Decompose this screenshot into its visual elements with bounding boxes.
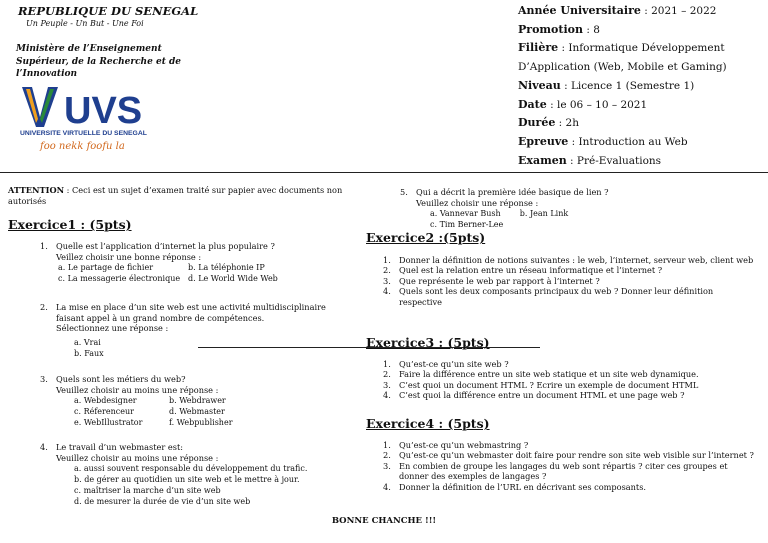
option: c. Réferenceur: [74, 407, 134, 417]
exercise2-title: Exercice2 :(5pts): [366, 230, 486, 245]
option: a. Webdesigner: [74, 396, 137, 406]
info-key: Epreuve: [518, 134, 569, 148]
info-key: Année Universitaire: [518, 4, 641, 17]
ministry-name: Ministère de l’Enseignement Supérieur, de la Recherche et de l’Innovation: [16, 44, 181, 79]
list-item: 2. Qu’est-ce qu’un webmaster doit faire pour rendre son site web visible sur l’internet ?: [383, 450, 754, 461]
info-value: : Introduction au Web: [568, 135, 688, 148]
option: b. La téléphonie IP: [188, 263, 265, 273]
option: d. Le World Wide Web: [188, 274, 278, 284]
option: b. Webdrawer: [169, 396, 226, 406]
ex1-question-1: 1. Quelle est l’application d’internet la plus populaire ? Veillez choisir une bonne réponse : a. Le partage de fichier b. La téléphonie IP c. La messagerie électronique d. Le World Wide Web: [40, 241, 360, 284]
info-row: [518, 77, 727, 96]
list-item: 1. Qu’est-ce qu’un site web ?: [383, 359, 509, 369]
question-instruction: Sélectionnez une réponse :: [56, 323, 169, 334]
good-luck-text: BONNE CHANCHE !!!: [331, 516, 437, 526]
option: b. de gérer au quotidien un site web et le mettre à jour.: [74, 475, 300, 485]
info-row: [518, 39, 727, 58]
info-key: Promotion: [518, 22, 583, 36]
info-row: [518, 114, 727, 133]
list-item: 1. Qu’est-ce qu’un webmastring ?: [383, 440, 529, 450]
info-key: Niveau: [518, 78, 561, 92]
list-item: 3. En combien de groupe les langages du web sont répartis ? citer ces groupes et donner des exemples de langages ?: [383, 460, 728, 482]
ex1-question-4: 4. Le travail d’un webmaster est: Veuillez choisir au moins une réponse : a. aussi souvent responsable du développement du trafic. b. de gérer au quotidien un site web et le mettre à jour. c. maîtriser la marche d’un site web d. de mesurer la durée de vie d’un site web: [40, 442, 360, 507]
option: d. de mesurer la durée de vie d’un site web: [74, 497, 251, 507]
question-instruction: Veuillez choisir au moins une réponse :: [56, 384, 219, 395]
list-item: 1. Donner la définition de notions suivantes : le web, l’internet, serveur web, client web: [383, 255, 754, 265]
question-instruction: Veillez choisir une bonne réponse :: [56, 251, 202, 262]
exercise2-questions: [383, 255, 755, 307]
info-value: : Informatique Développement: [558, 42, 725, 55]
option: a. Vrai: [74, 337, 101, 347]
question-text: Quels sont les métiers du web?: [56, 374, 186, 384]
option: a. aussi souvent responsable du développement du trafic.: [74, 464, 308, 474]
info-key: Examen: [518, 153, 567, 167]
ex1-question-5: 5. Qui a décrit la première idée basique de lien ? Veuillez choisir une réponse : a. Vannevar Bush b. Jean Link c. Tim Berner-Lee: [400, 187, 720, 230]
uvs-logo: [20, 85, 160, 155]
header-divider: [0, 172, 768, 173]
info-row: [518, 133, 727, 152]
info-key: Filière: [518, 41, 559, 55]
question-text: Quelle est l’application d’internet la plus populaire ?: [56, 241, 275, 251]
option: c. Tim Berner-Lee: [430, 220, 504, 230]
option: c. maîtriser la marche d’un site web: [74, 486, 221, 496]
attention-label: ATTENTION: [8, 185, 65, 195]
list-item: 2. Quel est la relation entre un réseau informatique et l’internet ?: [383, 265, 663, 276]
question-instruction: Veuillez choisir une réponse :: [416, 197, 539, 208]
republic-motto: Un Peuple - Un But - Une Foi: [26, 19, 144, 28]
option: e. WebIllustrator: [74, 418, 143, 428]
question-text: Le travail d’un webmaster est:: [56, 442, 183, 452]
attention-text: : Ceci est un sujet d’examen traité sur papier avec documents non autorisés: [8, 185, 343, 206]
info-row: [518, 21, 727, 40]
exercise3-questions: [383, 359, 755, 401]
list-item: 2. Faire la différence entre un site web statique et un site web dynamique.: [383, 369, 699, 380]
option: a. Le partage de fichier: [58, 263, 154, 273]
list-item: 3. C’est quoi un document HTML ? Ecrire un exemple de document HTML: [383, 379, 699, 390]
list-item: 4. C’est quoi la différence entre un document HTML et une page web ?: [383, 390, 685, 401]
ex1-question-2: 2. La mise en place d’un site web est une activité multidisciplinaire faisant appel à un grand nombre de compétences. Sélectionnez une réponse : a. Vrai b. Faux: [40, 302, 355, 359]
info-row: [518, 96, 727, 115]
info-value: : Licence 1 (Semestre 1): [560, 79, 695, 92]
logo-subtitle: UNIVERSITE VIRTUELLE DU SENEGAL: [20, 130, 147, 137]
exercise1-title: Exercice1 : (5pts): [8, 217, 132, 232]
info-value: : le 06 – 10 – 2021: [546, 98, 648, 111]
info-key: Durée: [518, 116, 556, 130]
option: f. Webpublisher: [169, 418, 233, 428]
option: a. Vannevar Bush: [430, 209, 501, 219]
list-item: 3. Que représente le web par rapport à l’internet ?: [383, 275, 600, 286]
info-value: D’Application (Web, Mobile et Gaming): [518, 61, 727, 74]
info-value: : Pré-Evaluations: [566, 154, 662, 167]
ex1-question-3: 3. Quels sont les métiers du web? Veuillez choisir au moins une réponse : a. Webdesigner b. Webdrawer c. Réferenceur d. Webmaster e. WebIllustrator f. Webpublisher: [40, 374, 360, 428]
exercise3-title: Exercice3 : (5pts): [366, 335, 490, 350]
info-value: : 8: [582, 23, 600, 36]
option: c. La messagerie électronique: [58, 274, 181, 284]
attention-note: [8, 185, 363, 207]
option: b. Jean Link: [519, 209, 569, 219]
question-text: Qui a décrit la première idée basique de lien ?: [416, 187, 609, 197]
logo-slogan: foo nekk foofu la: [40, 141, 125, 152]
exam-info: [518, 2, 727, 170]
republic-title: REPUBLIQUE DU SENEGAL: [18, 4, 199, 18]
info-row: [518, 2, 727, 21]
info-value: : 2h: [555, 117, 579, 130]
list-item: 4. Donner la définition de l’URL en décrivant ses composants.: [383, 481, 647, 492]
info-value: : 2021 – 2022: [640, 5, 717, 17]
option: d. Webmaster: [169, 407, 225, 417]
info-key: Date: [518, 97, 547, 111]
option: b. Faux: [74, 348, 104, 358]
question-instruction: Veuillez choisir au moins une réponse :: [56, 452, 219, 463]
info-row: [518, 152, 727, 171]
exercise4-questions: [383, 440, 755, 492]
info-row: [518, 58, 727, 77]
list-item: 4. Quels sont les deux composants principaux du web ? Donner leur définition respective: [383, 286, 714, 307]
question-text: La mise en place d’un site web est une activité multidisciplinaire faisant appel à un grand nombre de compétences.: [56, 302, 326, 323]
logo-text: UVS: [64, 90, 143, 132]
exercise4-title: Exercice4 : (5pts): [366, 416, 490, 431]
